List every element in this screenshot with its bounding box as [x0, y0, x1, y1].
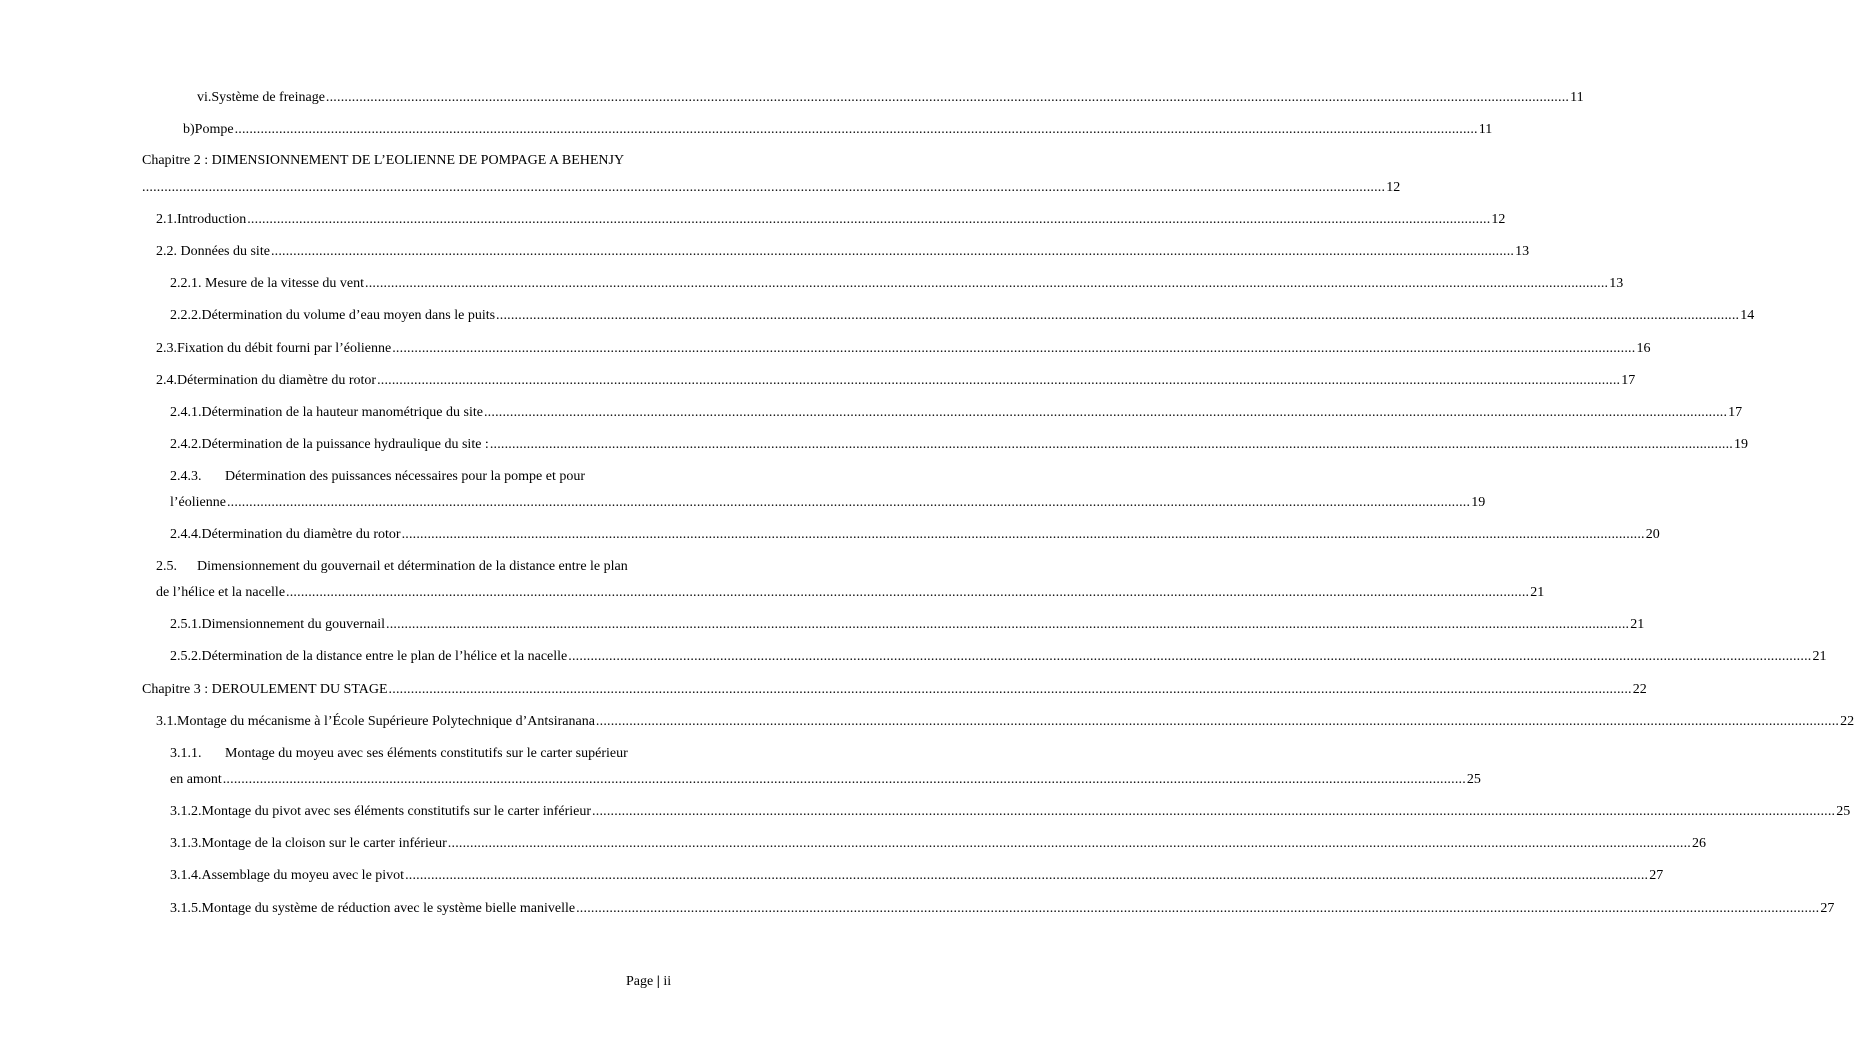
toc-entry-page: 21: [1630, 617, 1645, 632]
toc-entry-page: 11: [1478, 122, 1493, 137]
toc-entry-number: 3.1.1.: [170, 746, 202, 761]
toc-entry-page: 25: [1466, 772, 1481, 787]
dot-leader: [227, 494, 1470, 512]
toc-entry-number: 2.1.: [156, 212, 177, 227]
dot-leader: [448, 835, 1691, 853]
toc-entry-number: 2.5.: [156, 559, 177, 574]
toc-entry-number: 2.3.: [156, 341, 177, 356]
toc-entry-label: Système de freinage: [211, 90, 325, 105]
toc-entry-number: 3.1.2.: [170, 804, 202, 819]
toc-chapter-entry[interactable]: [142, 681, 1647, 699]
toc-entry-label: en amont: [170, 772, 222, 787]
toc-entry-continuation[interactable]: [170, 494, 1486, 512]
toc-entry-label: Chapitre 3 : DEROULEMENT DU STAGE: [142, 682, 388, 697]
footer-page-label: Page: [626, 974, 654, 989]
toc-entry-number: 2.5.2.: [170, 649, 202, 664]
dot-leader: [402, 526, 1645, 544]
toc-entry-label: Détermination de la distance entre le plan de l’hélice et la nacelle: [201, 649, 568, 664]
dot-leader: [142, 179, 1385, 197]
toc-entry-label: Montage du pivot avec ses éléments constitutifs sur le carter inférieur: [201, 804, 592, 819]
toc-entry[interactable]: [197, 89, 1584, 107]
toc-entry-number: 3.1.5.: [170, 901, 202, 916]
toc-entry-label: Montage du mécanisme à l’École Supérieure Polytechnique d’Antsiranana: [177, 714, 595, 729]
dot-leader: [568, 648, 1811, 666]
dot-leader: [326, 89, 1569, 107]
toc-entry-page: 22: [1632, 682, 1647, 697]
dot-leader: [286, 584, 1529, 602]
toc-entry-page: 21: [1812, 649, 1827, 664]
toc-entry-number: 3.1.4.: [170, 868, 202, 883]
toc-entry-page: 26: [1692, 836, 1706, 851]
toc-entry[interactable]: [170, 616, 1645, 634]
toc-entry[interactable]: [156, 558, 673, 576]
toc-entry[interactable]: [170, 900, 1835, 918]
toc-entry-page: 13: [1609, 276, 1624, 291]
dot-leader: [365, 275, 1608, 293]
toc-entry-number: vi.: [197, 90, 212, 105]
toc-entry[interactable]: [170, 275, 1624, 293]
dot-leader: [271, 243, 1514, 261]
toc-entry-label: 2.2.1. Mesure de la vitesse du vent: [170, 276, 365, 291]
toc-entry-page: 14: [1740, 308, 1755, 323]
dot-leader: [484, 404, 1727, 422]
toc-entry[interactable]: [156, 713, 1854, 731]
toc-entry-number: 2.2.2.: [170, 308, 202, 323]
toc-entry-page: 19: [1471, 495, 1486, 510]
dot-leader: [386, 616, 1629, 634]
toc-entry-label: Détermination du volume d’eau moyen dans le puits: [201, 308, 496, 323]
toc-entry-page: 22: [1840, 714, 1854, 729]
toc-entry-page: 16: [1636, 341, 1651, 356]
toc-entry-label: Détermination des puissances nécessaires pour la pompe et pour: [225, 469, 586, 484]
toc-entry-label: Détermination de la hauteur manométrique du site: [201, 405, 483, 420]
toc-entry-page: 25: [1836, 804, 1851, 819]
toc-entry[interactable]: [170, 648, 1827, 666]
dot-leader: [405, 867, 1648, 885]
toc-entry-number: 2.4.3.: [170, 469, 202, 484]
toc-entry-number: 2.4.: [156, 373, 177, 388]
toc-entry-label: de l’hélice et la nacelle: [156, 585, 286, 600]
toc-entry-label: l’éolienne: [170, 495, 226, 510]
toc-entry[interactable]: [170, 835, 1706, 853]
dot-leader: [235, 121, 1478, 139]
toc-entry[interactable]: [156, 340, 1651, 358]
toc-entry[interactable]: [170, 867, 1664, 885]
toc-entry-page: 12: [1491, 212, 1506, 227]
page-footer: [626, 973, 671, 991]
toc-entry-label: Montage du moyeu avec ses éléments constitutifs sur le carter supérieur: [225, 746, 628, 761]
toc-entry-page: 19: [1734, 437, 1749, 452]
toc-entry-label: Assemblage du moyeu avec le pivot: [201, 868, 405, 883]
toc-entry-page: 17: [1728, 405, 1743, 420]
toc-entry-label: Détermination de la puissance hydraulique du site :: [201, 437, 489, 452]
toc-entry-label: Montage du système de réduction avec le système bielle manivelle: [201, 901, 576, 916]
toc-entry[interactable]: [170, 526, 1660, 544]
toc-entry-number: 2.4.4.: [170, 527, 202, 542]
toc-entry-label: Dimensionnement du gouvernail et détermination de la distance entre le plan: [197, 559, 628, 574]
toc-entry-label: Introduction: [177, 212, 247, 227]
toc-entry[interactable]: [170, 436, 1749, 454]
toc-entry-page: 12: [1386, 180, 1401, 195]
toc-entry-label: Détermination du diamètre du rotor: [201, 527, 401, 542]
dot-leader: [496, 307, 1739, 325]
toc-entry-page: 27: [1649, 868, 1664, 883]
toc-entry-label: Dimensionnement du gouvernail: [201, 617, 386, 632]
toc-entry-number: 2.4.2.: [170, 437, 202, 452]
dot-leader: [247, 211, 1490, 229]
toc-entry-number: 2.4.1.: [170, 405, 202, 420]
dot-leader: [592, 803, 1835, 821]
toc-entry-number: 3.1.: [156, 714, 177, 729]
toc-entry[interactable]: [170, 307, 1755, 325]
footer-page-number: ii: [663, 974, 672, 989]
toc-entry-page: 11: [1570, 90, 1584, 105]
toc-entry-page: 13: [1515, 244, 1530, 259]
toc-chapter-heading[interactable]: Chapitre 2 : DIMENSIONNEMENT DE L’EOLIENNE DE POMPAGE A BEHENJY: [142, 153, 625, 168]
toc-entry-label: 2.2. Données du site: [156, 244, 270, 259]
toc-entry[interactable]: [183, 121, 1493, 139]
toc-entry[interactable]: [156, 372, 1636, 390]
dot-leader: [223, 771, 1466, 789]
toc-entry-label: Montage de la cloison sur le carter inférieur: [201, 836, 447, 851]
toc-entry-continuation[interactable]: [170, 771, 1481, 789]
dot-leader: [377, 372, 1620, 390]
toc-entry[interactable]: [170, 404, 1743, 422]
toc-entry[interactable]: [142, 179, 1401, 197]
toc-entry[interactable]: [170, 803, 1851, 821]
toc-entry[interactable]: [170, 745, 673, 763]
dot-leader: [576, 900, 1819, 918]
toc-entry-page: 21: [1530, 585, 1545, 600]
toc-entry[interactable]: [170, 468, 673, 486]
footer-separator: |: [656, 974, 660, 989]
toc-entry-number: 2.5.1.: [170, 617, 202, 632]
toc-entry-page: 27: [1820, 901, 1835, 916]
dot-leader: [596, 713, 1839, 731]
toc-entry-page: 20: [1645, 527, 1660, 542]
toc-entry-number: b): [183, 122, 195, 137]
dot-leader: [389, 681, 1632, 699]
toc-entry-label: Détermination du diamètre du rotor: [177, 373, 377, 388]
toc-entry[interactable]: [156, 211, 1506, 229]
toc-entry-number: 3.1.3.: [170, 836, 202, 851]
dot-leader: [392, 340, 1635, 358]
toc-entry-page: 17: [1621, 373, 1636, 388]
dot-leader: [490, 436, 1733, 454]
toc-entry-label: Pompe: [194, 122, 234, 137]
toc-entry-label: Fixation du débit fourni par l’éolienne: [177, 341, 392, 356]
toc-entry-continuation[interactable]: [156, 584, 1545, 602]
toc-entry[interactable]: [156, 243, 1530, 261]
